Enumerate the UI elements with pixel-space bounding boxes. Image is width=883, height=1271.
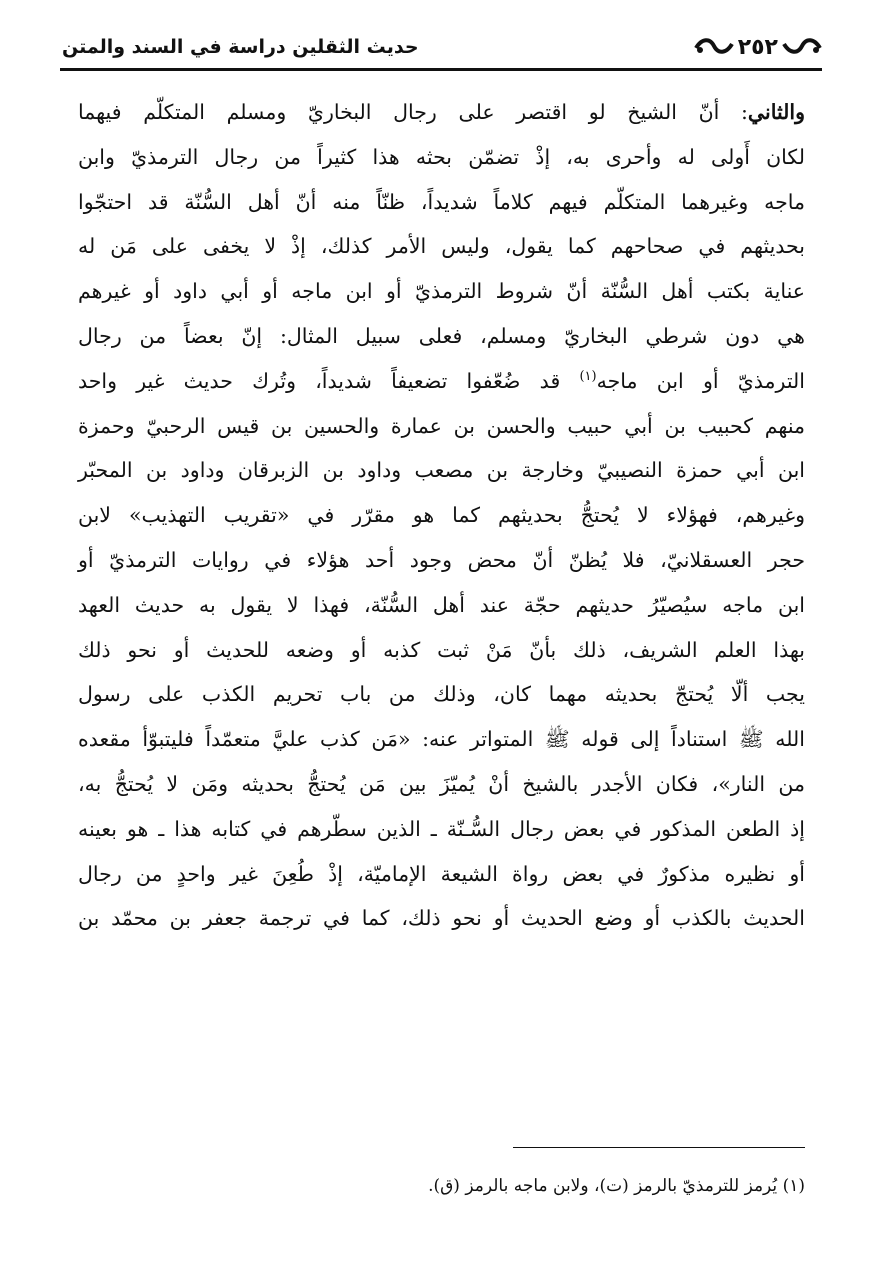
- text-line-1: [78, 90, 805, 135]
- text-line-4: بحديثهم في صحاحهم كما يقول، وليس الأمر كذلك، إذْ لا يخفى على مَن له: [78, 234, 805, 259]
- text-line-15: الله ﷺ استناداً إلى قوله ﷺ المتواتر عنه: «مَن كذب عليَّ متعمّداً فليتبوّأ مقعده: [78, 727, 805, 752]
- text-line-2: لكان أَولى له وأحرى به، إذْ تضمّن بحثه هذا كثيراً من رجال الترمذيّ وابن: [78, 144, 805, 169]
- text-line-7-start: الترمذيّ أو ابن ماجه: [596, 368, 805, 393]
- text-line-18: أو نظيره مذكورٌ في بعض رواة الشيعة الإماميّة، إذْ طُعِنَ غير واحدٍ من رجال: [78, 861, 805, 886]
- page-number-block: [694, 32, 822, 62]
- text-line-6: هي دون شرطي البخاريّ ومسلم، فعلى سبيل المثال: إنّ بعضاً من رجال: [78, 323, 805, 348]
- lead-word: والثاني: [747, 100, 805, 124]
- text-line-9: ابن أبي حمزة النصيبيّ وخارجة بن مصعب وداود بن الزبرقان وداود بن المحبّر: [78, 458, 805, 483]
- text-line-7: [78, 359, 805, 404]
- running-title: حديث الثقلين دراسة في السند والمتن: [62, 36, 419, 58]
- text-line-13: بهذا العلم الشريف، ذلك بأنّ مَنْ ثبت كذبه أو وضعه للحديث أو نحو ذلك: [78, 637, 805, 662]
- header-rule: [60, 68, 822, 71]
- text-line-16: من النار»، فكان الأجدر بالشيخ أنْ يُميّزَ بين مَن يُحتجُّ بحديثه ومَن لا يُحتجُّ به،: [78, 771, 805, 796]
- footnote-marker[interactable]: (١): [579, 368, 597, 384]
- text-line-3: ماجه وغيرهما المتكلّم فيهم كلاماً شديداً، ظنّاً منه أنّ أهل السُّنّة قد احتجّوا: [78, 189, 805, 214]
- right-ornament-icon: [782, 36, 822, 58]
- page-number: ٢٥٢: [737, 34, 778, 60]
- text-line-7-end: قد ضُعّفوا تضعيفاً شديداً، وتُرك حديث غير واحد: [78, 368, 580, 393]
- footnote: (١) يُرمز للترمذيّ بالرمز (ت)، ولابن ماجه بالرمز (ق).: [428, 1176, 805, 1196]
- text-line-14: يجب ألّا يُحتجّ بحديثه مهما كان، وذلك من باب تحريم الكذب على رسول: [78, 682, 805, 707]
- text-line-8: منهم كحبيب بن أبي حبيب والحسن بن عمارة والحسين بن قيس الرحبيّ وحمزة: [78, 413, 805, 438]
- text-line-10: وغيرهم، فهؤلاء لا يُحتجُّ بحديثهم كما هو مقرّر في «تقريب التهذيب» لابن: [78, 503, 805, 528]
- text-line-17: إذ الطعن المذكور في بعض رجال السُّـنّة ـ الذين سطّرهم في كتابه هذا ـ هو بعينه: [78, 816, 805, 841]
- main-text: [78, 90, 805, 941]
- text-line-1-rest: : أنّ الشيخ لو اقتصر على رجال البخاريّ ومسلم المتكلّم فيهما: [78, 100, 748, 124]
- text-line-19: الحديث بالكذب أو وضع الحديث أو نحو ذلك، كما في ترجمة جعفر بن محمّد بن: [78, 906, 805, 931]
- text-line-11: حجر العسقلانيّ، فلا يُظنّ أنّ محض وجود أحد هؤلاء في روايات الترمذيّ أو: [78, 547, 805, 572]
- text-line-12: ابن ماجه سيُصيّرُ حديثهم حجّة عند أهل السُّنّة، فهذا لا يقول به حديث العهد: [78, 592, 805, 617]
- text-line-5: عناية بكتب أهل السُّنّة أنّ شروط الترمذيّ أو ابن ماجه أو أبي داود أو غيرهم: [78, 279, 805, 304]
- footnote-rule: [513, 1147, 805, 1148]
- left-ornament-icon: [694, 36, 734, 58]
- page-header: [60, 30, 822, 74]
